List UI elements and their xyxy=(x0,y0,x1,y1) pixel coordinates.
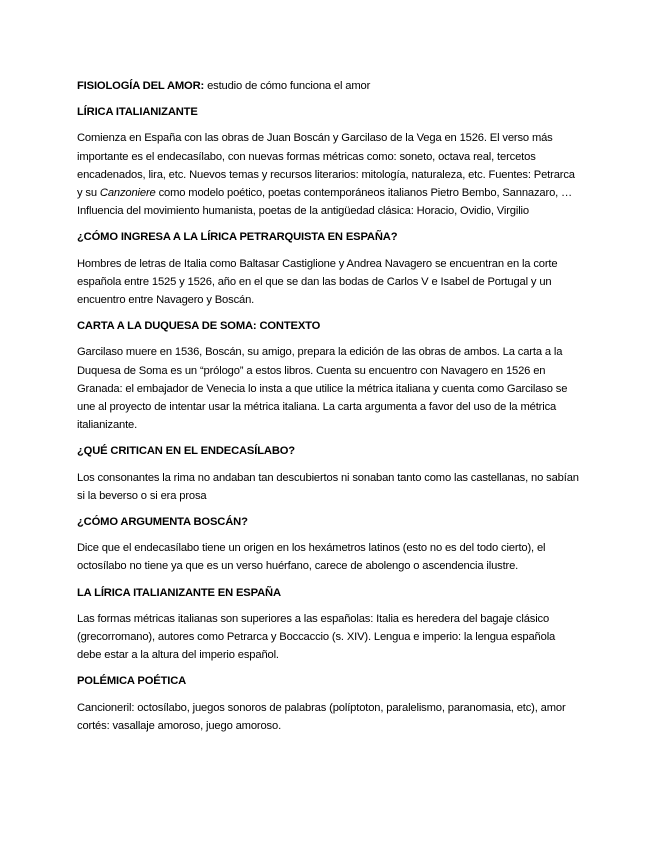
section-heading-lirica-en-espana: LA LÍRICA ITALIANIZANTE EN ESPAÑA xyxy=(77,586,281,599)
section-text-carta-duquesa: Garcilaso muere en 1536, Boscán, su amigo, prepara la edición de las obras de ambos. La carta a la Duquesa de Soma es un “prólogo” a estos libros. Cuenta su encuentro con Navagero en 1526 en Granada: el embajador de Venecia lo insta a que utilice la métrica italiana y cuenta como Garcilaso se une al proyecto de intentar usar la métrica italiana. La carta argumenta a favor del uso de la métrica italianizante. xyxy=(77,346,568,432)
section-text-como-ingresa: Hombres de letras de Italia como Baltasar Castiglione y Andrea Navagero se encuentran en la corte española entre 1525 y 1526, año en el que se dan las bodas de Carlos V e Isabel de Portugal y un encuentro entre Navagero y Boscán. xyxy=(77,257,558,307)
section-text-italic-title: Canzoniere xyxy=(99,187,156,200)
document-title xyxy=(77,77,579,95)
section-heading-lirica-italianizante: LÍRICA ITALIANIZANTE xyxy=(77,106,198,119)
document-content xyxy=(77,77,579,743)
section-heading-que-critican: ¿QUÉ CRITICAN EN EL ENDECASÍLABO? xyxy=(77,445,295,458)
section-text-polemica-poetica: Cancioneril: octosílabo, juegos sonoros de palabras (políptoton, paralelismo, paranomasia, etc), amor cortés: vasallaje amoroso, juego amoroso. xyxy=(77,701,566,732)
section-heading-carta-duquesa: CARTA A LA DUQUESA DE SOMA: CONTEXTO xyxy=(77,320,321,333)
section-text-part: Comienza en España con las obras de Juan Boscán y Garcilaso de la Vega en 1526. El verso más importante es el endecasílabo, con nuevas formas métricas como: soneto, octava real, tercetos encadenados, lira, etc. Nuevos temas y recursos literarios: mitología, naturaleza, etc. Fuentes: Petrarca y su xyxy=(77,132,575,200)
section-heading-polemica-poetica: POLÉMICA POÉTICA xyxy=(77,675,187,688)
section-text-lirica-en-espana: Las formas métricas italianas son superiores a las españolas: Italia es heredera del bagaje clásico (grecorromano), autores como Petrarca y Boccaccio (s. XIV). Lengua e imperio: la lengua española debe estar a la altura del imperio español. xyxy=(77,612,556,662)
document-title-bold: FISIOLOGÍA DEL AMOR: xyxy=(77,80,205,92)
section-text-part: como modelo poético, poetas contemporáneos italianos Pietro Bembo, Sannazaro, … Influencia del movimiento humanista, poetas de la antigüedad clásica: Horacio, Ovidio, Virgilio xyxy=(77,187,573,218)
section-heading-como-ingresa: ¿CÓMO INGRESA A LA LÍRICA PETRARQUISTA EN ESPAÑA? xyxy=(77,231,398,244)
section-text-como-argumenta: Dice que el endecasílabo tiene un origen en los hexámetros latinos (esto no es del todo cierto), el octosílabo no tiene ya que es un verso huérfano, carece de abolengo o ascendencia ilustre. xyxy=(77,542,546,573)
section-text-lirica-italianizante xyxy=(77,129,579,220)
section-heading-como-argumenta: ¿CÓMO ARGUMENTA BOSCÁN? xyxy=(77,516,248,529)
section-text-que-critican: Los consonantes la rima no andaban tan descubiertos ni sonaban tanto como las castellanas, no sabían si la beverso o si era prosa xyxy=(77,471,579,502)
document-title-rest: estudio de cómo funciona el amor xyxy=(204,80,371,92)
